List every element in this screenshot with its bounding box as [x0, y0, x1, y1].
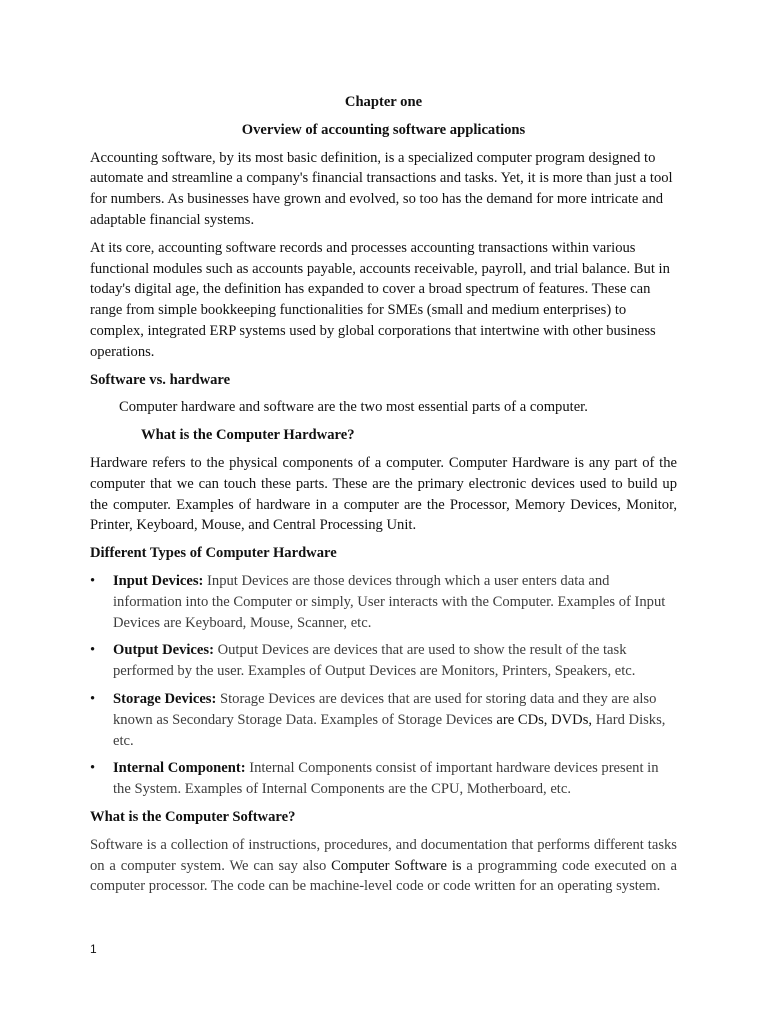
list-item	[90, 758, 677, 800]
intro-paragraph-1: Accounting software, by its most basic definition, is a specialized computer program designed to automate and streamline a company's financial transactions and tasks. Yet, it is more than just a tool for numbers. As businesses have grown and evolved, so too has the demand for more intricate and adaptable financial systems.	[90, 149, 673, 228]
list-item-text-linked: are CDs, DVDs	[496, 711, 589, 728]
hardware-types-list	[90, 571, 677, 800]
list-item-text-end: Hard Disks, etc.	[113, 711, 666, 749]
list-item-term: Internal Component:	[113, 760, 246, 777]
list-item-text: Output Devices are devices that are used to show the result of the task performed by the user. Examples of Output Devices are Monitors, Printers, Speakers, etc.	[113, 642, 636, 680]
chapter-title: Overview of accounting software applications	[241, 121, 526, 138]
software-hardware-intro: Computer hardware and software are the two most essential parts of a computer.	[119, 399, 588, 416]
chapter-heading: Chapter one	[344, 94, 423, 110]
intro-paragraph-2: At its core, accounting software records and processes accounting transactions within various functional modules such as accounts payable, accounts receivable, payroll, and trial balance. But in today's digital age, the definition has expanded to cover a broad spectrum of features. These can range from simple bookkeeping functionalities for SMEs (small and medium enterprises) to complex, integrated ERP systems used by global corporations that intertwine with other business operations.	[90, 239, 670, 360]
page-content	[90, 92, 677, 904]
bullet-icon: •	[90, 572, 96, 589]
page-number: 1	[90, 942, 97, 956]
list-item-text: Input Devices are those devices through which a user enters data and information into the Computer or simply, User interacts with the Computer. Examples of Input Devices are Keyboard, Mouse, Scanner, etc.	[113, 572, 666, 631]
section-heading-software-vs-hardware: Software vs. hardware	[90, 371, 231, 388]
software-paragraph-start: Software is a collection of instructions, procedures, and documentation that performs different tasks on a computer system. We can say also	[90, 836, 677, 874]
list-item-term: Storage Devices:	[113, 690, 217, 707]
hardware-paragraph: Hardware refers to the physical components of a computer. Computer Hardware is any part of the computer that we can touch these parts. These are the primary electronic devices used to build up the computer. Examples of hardware in a computer are the Processor, Memory Devices, Monitor, Printer, Keyboard, Mouse, and Central Processing Unit.	[90, 454, 677, 534]
list-item-text: Storage Devices are devices that are used for storing data and they are also known as Secondary Storage Data. Examples of Storage Devices	[113, 690, 657, 728]
list-item	[90, 640, 677, 682]
software-paragraph-is: is	[447, 857, 462, 874]
list-item-text: Internal Components consist of important hardware devices present in the System. Examples of Internal Components are the CPU, Motherboard, etc.	[113, 760, 659, 798]
software-paragraph-end: a programming code executed on a computer processor. The code can be machine-level code or code written for an operating system.	[90, 857, 677, 895]
list-item-term: Output Devices:	[113, 642, 214, 659]
list-item-term: Input Devices:	[113, 572, 204, 589]
section-heading-hardware-types: Different Types of Computer Hardware	[90, 545, 337, 562]
list-item	[90, 571, 677, 633]
computer-software-link[interactable]: Computer Software	[331, 857, 447, 874]
section-heading-hardware: What is the Computer Hardware?	[141, 427, 355, 444]
software-paragraph	[90, 835, 677, 897]
list-item-text-underlined: ,	[588, 711, 593, 728]
section-heading-software: What is the Computer Software?	[90, 808, 296, 825]
list-item	[90, 689, 677, 751]
bullet-icon: •	[90, 642, 96, 659]
bullet-icon: •	[90, 690, 96, 707]
bullet-icon: •	[90, 760, 96, 777]
